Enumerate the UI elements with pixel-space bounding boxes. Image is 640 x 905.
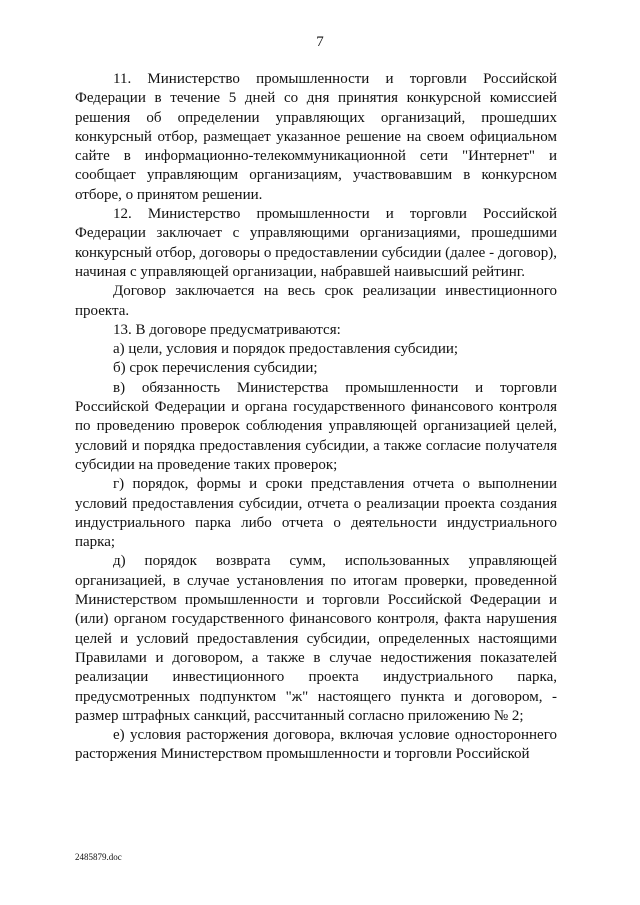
paragraph-subitem-d: д) порядок возврата сумм, использованных управляющей организацией, в случае установления по итогам проверки, проведенной Министерством промышленности и торговли Российской Федерации и (или) органом государственного финансового контроля, факта нарушения целей и условий предоставления субсидии, определенных настоящими Правилами и договором, а также в случае недостижения показателей реализации инвестиционного проекта индустриального парка, предусмотренных подпунктом "ж" настоящего пункта и договором, - размер штрафных санкций, рассчитанный согласно приложению № 2; bbox=[75, 553, 557, 724]
page-number: 7 bbox=[316, 34, 324, 50]
paragraph-subitem-b: б) срок перечисления субсидии; bbox=[113, 360, 318, 377]
document-file-code: 2485879.doc bbox=[75, 852, 122, 862]
document-body bbox=[75, 70, 557, 765]
paragraph-contract-term: Договор заключается на весь срок реализации инвестиционного проекта. bbox=[75, 283, 557, 319]
paragraph-item-12: 12. Министерство промышленности и торговли Российской Федерации заключает с управляющими организациями, прошедшими конкурсный отбор, договоры о предоставлении субсидии (далее - договор), начиная с управляющей организации, набравшей наивысший рейтинг. bbox=[75, 206, 557, 280]
paragraph-subitem-a: а) цели, условия и порядок предоставления субсидии; bbox=[113, 341, 459, 358]
paragraph-subitem-v: в) обязанность Министерства промышленности и торговли Российской Федерации и органа государственного финансового контроля по проведению проверок соблюдения управляющей организацией целей, условий и порядка предоставления субсидии, а также согласие получателя субсидии на проведение таких проверок; bbox=[75, 379, 557, 473]
paragraph-item-13: 13. В договоре предусматриваются: bbox=[113, 321, 341, 338]
paragraph-subitem-e: е) условия расторжения договора, включая условие одностороннего расторжения Министерством промышленности и торговли Российской bbox=[75, 727, 557, 763]
paragraph-subitem-g: г) порядок, формы и сроки представления отчета о выполнении условий предоставления субсидии, отчета о реализации проекта создания индустриального парка либо отчета о деятельности индустриального парка; bbox=[75, 476, 557, 551]
paragraph-item-11: 11. Министерство промышленности и торговли Российской Федерации в течение 5 дней со дня принятия конкурсной комиссией решения об определении управляющих организаций, прошедших конкурсный отбор, размещает указанное решение на своем официальном сайте в информационно-телекоммуникационной сети "Интернет" и сообщает управляющим организациям, участвовавшим в конкурсном отборе, о принятом решении. bbox=[75, 71, 557, 203]
